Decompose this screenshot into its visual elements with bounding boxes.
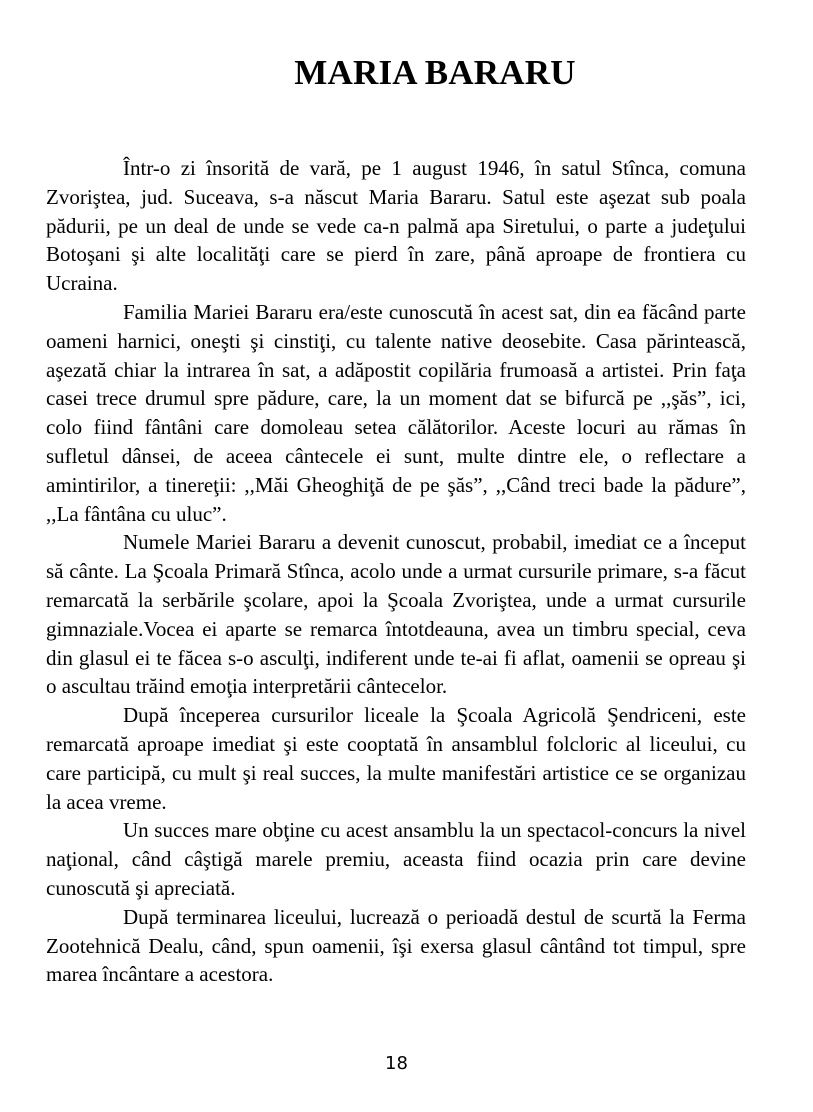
body-text: [46, 154, 746, 989]
page-title: MARIA BARARU: [294, 53, 576, 93]
paragraph: Într-o zi însorită de vară, pe 1 august 1946, în satul Stînca, comuna Zvoriştea, jud. Suceava, s-a născut Maria Bararu. Satul este aşezat sub poala pădurii, pe un deal de unde se vede ca-n palmă apa Siretului, o parte a judeţului Botoşani şi alte localităţi care se pierd în zare, până aproape de frontiera cu Ucraina.: [46, 156, 746, 296]
paragraph: După terminarea liceului, lucrează o perioadă destul de scurtă la Ferma Zootehnică Dealu, când, spun oamenii, îşi exersa glasul cântând tot timpul, spre marea încântare a acestora.: [46, 904, 746, 987]
paragraph: După începerea cursurilor liceale la Şcoala Agricolă Şendriceni, este remarcată aproape imediat şi este cooptată în ansamblul folcloric al liceului, cu care participă, cu mult şi real succes, la multe manifestări artistice ce se organizau la acea vreme.: [46, 703, 746, 814]
paragraph: Numele Mariei Bararu a devenit cunoscut, probabil, imediat ce a început să cânte. La Şcoala Primară Stînca, acolo unde a urmat cursurile primare, s-a făcut remarcată la serbările şcolare, apoi la Şcoala Zvoriştea, unde a urmat cursurile gimnaziale.Vocea ei aparte se remarca întotdeauna, avea un timbru special, ceva din glasul ei te făcea s-o asculţi, indiferent unde te-ai fi aflat, oamenii se opreau şi o ascultau trăind emoţia interpretării cântecelor.: [46, 530, 746, 699]
page-number: 18: [385, 1053, 408, 1074]
paragraph: Familia Mariei Bararu era/este cunoscută în acest sat, din ea făcând parte oameni harnici, oneşti şi cinstiţi, cu talente native deosebite. Casa părintească, aşezată chiar la intrarea în sat, a adăpostit copilăria frumoasă a artistei. Prin faţa casei trece drumul spre pădure, care, la un moment dat se bifurcă pe ,,şăs”, ici, colo fiind fântâni care domoleau setea călătorilor. Aceste locuri au rămas în sufletul dânsei, de aceea cântecele ei sunt, multe dintre ele, o reflectare a amintirilor, a tinereţii: ,,Măi Gheoghiţă de pe şăs”, ,,Când treci bade la pădure”, ,,La fântâna cu uluc”.: [46, 299, 746, 526]
paragraph: Un succes mare obţine cu acest ansamblu la un spectacol-concurs la nivel naţional, când câştigă marele premiu, aceasta fiind ocazia prin care devine cunoscută şi apreciată.: [46, 818, 746, 900]
